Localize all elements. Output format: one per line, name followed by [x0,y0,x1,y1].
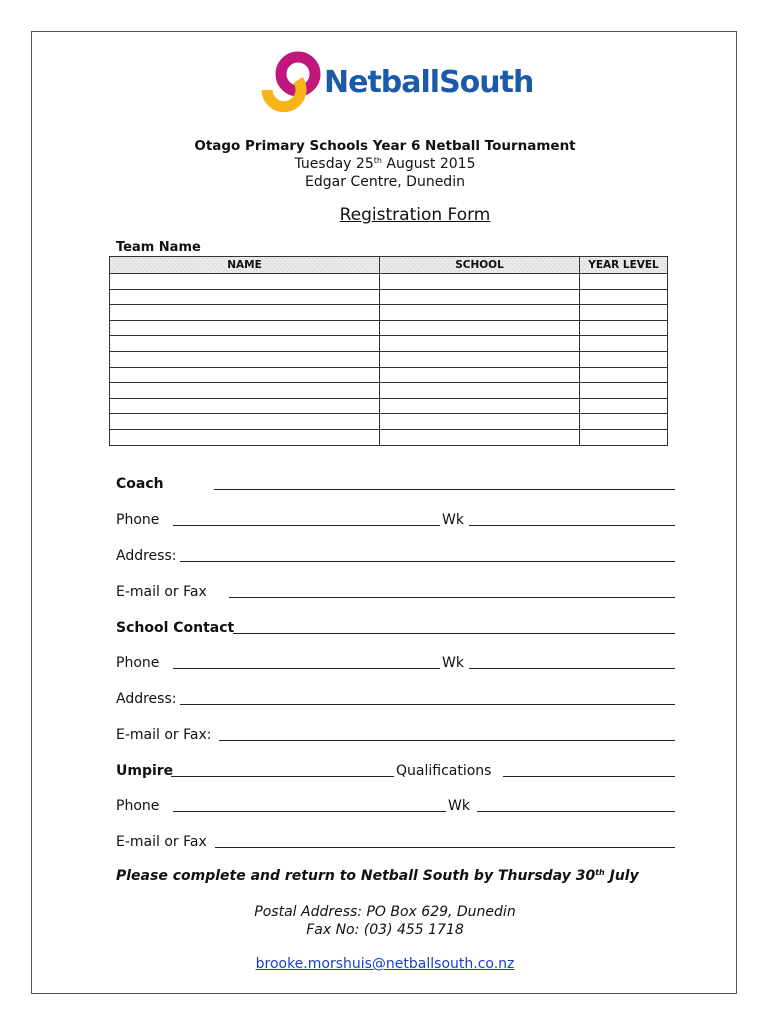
roster-cell-school[interactable] [380,351,580,367]
fax-number: Fax No: (03) 455 1718 [306,922,464,938]
roster-cell-school[interactable] [380,289,580,305]
umpire-qualifications-field[interactable] [503,776,675,777]
coach-phone-field[interactable] [173,525,440,526]
school-contact-wk-field[interactable] [469,668,675,669]
table-row [110,383,668,399]
coach-address-field[interactable] [180,561,675,562]
roster-cell-year-level[interactable] [580,289,668,305]
roster-cell-year-level[interactable] [580,274,668,290]
roster-cell-name[interactable] [110,336,380,352]
roster-cell-year-level[interactable] [580,383,668,399]
team-name-label: Team Name [116,240,201,255]
column-header-school: SCHOOL [380,257,580,274]
coach-wk-label: Wk [442,512,464,528]
school-contact-heading: School Contact [116,620,235,636]
roster-cell-school[interactable] [380,383,580,399]
umpire-name-field[interactable] [171,776,394,777]
postal-address: Postal Address: PO Box 629, Dunedin [254,904,516,920]
roster-header-row [110,257,668,274]
coach-name-field[interactable] [214,489,675,490]
roster-cell-year-level[interactable] [580,414,668,430]
roster-cell-school[interactable] [380,320,580,336]
school-contact-address-field[interactable] [180,704,675,705]
table-row [110,414,668,430]
event-date: Tuesday 25th August 2015 [294,156,476,172]
brand-name: NetballSouth [324,65,534,100]
roster-cell-school[interactable] [380,367,580,383]
school-contact-email-field[interactable] [219,740,675,741]
roster-cell-name[interactable] [110,429,380,445]
umpire-wk-label: Wk [448,798,470,814]
roster-cell-school[interactable] [380,429,580,445]
roster-cell-name[interactable] [110,398,380,414]
roster-cell-name[interactable] [110,305,380,321]
roster-cell-school[interactable] [380,305,580,321]
table-row [110,367,668,383]
table-row [110,320,668,336]
umpire-heading: Umpire [116,763,174,779]
roster-cell-year-level[interactable] [580,398,668,414]
roster-cell-name[interactable] [110,274,380,290]
coach-wk-field[interactable] [469,525,675,526]
roster-cell-name[interactable] [110,351,380,367]
school-contact-wk-label: Wk [442,655,464,671]
umpire-wk-field[interactable] [477,811,675,812]
roster-cell-year-level[interactable] [580,320,668,336]
table-row [110,351,668,367]
table-row [110,398,668,414]
roster-cell-year-level[interactable] [580,336,668,352]
school-contact-email-label: E-mail or Fax: [116,727,212,743]
netball-south-logo-icon [258,50,322,120]
table-row [110,336,668,352]
school-contact-address-label: Address: [116,691,177,707]
contact-email-link[interactable]: brooke.morshuis@netballsouth.co.nz [255,956,515,972]
roster-cell-year-level[interactable] [580,351,668,367]
table-row [110,274,668,290]
team-roster-table [109,256,668,446]
roster-cell-school[interactable] [380,398,580,414]
umpire-email-field[interactable] [215,847,675,848]
roster-cell-year-level[interactable] [580,305,668,321]
roster-cell-name[interactable] [110,367,380,383]
roster-cell-school[interactable] [380,414,580,430]
roster-cell-year-level[interactable] [580,367,668,383]
coach-email-field[interactable] [229,597,675,598]
coach-email-label: E-mail or Fax [116,584,207,600]
roster-cell-school[interactable] [380,336,580,352]
return-notice: Please complete and return to Netball South by Thursday 30th July [116,868,639,884]
column-header-name: NAME [110,257,380,274]
table-row [110,289,668,305]
netball-south-logo [258,50,558,120]
coach-heading: Coach [116,476,164,492]
umpire-email-label: E-mail or Fax [116,834,207,850]
roster-cell-name[interactable] [110,383,380,399]
form-title: Registration Form [339,205,491,225]
umpire-phone-field[interactable] [173,811,446,812]
roster-cell-school[interactable] [380,274,580,290]
table-row [110,305,668,321]
event-venue: Edgar Centre, Dunedin [305,174,465,190]
roster-cell-year-level[interactable] [580,429,668,445]
roster-cell-name[interactable] [110,414,380,430]
school-contact-phone-label: Phone [116,655,160,671]
coach-address-label: Address: [116,548,177,564]
school-contact-phone-field[interactable] [173,668,440,669]
coach-phone-label: Phone [116,512,160,528]
table-row [110,429,668,445]
event-title: Otago Primary Schools Year 6 Netball Tournament [194,138,576,154]
roster-cell-name[interactable] [110,320,380,336]
umpire-qualifications-label: Qualifications [396,763,492,779]
roster-cell-name[interactable] [110,289,380,305]
umpire-phone-label: Phone [116,798,160,814]
school-contact-name-field[interactable] [233,633,675,634]
column-header-year-level: YEAR LEVEL [580,257,668,274]
